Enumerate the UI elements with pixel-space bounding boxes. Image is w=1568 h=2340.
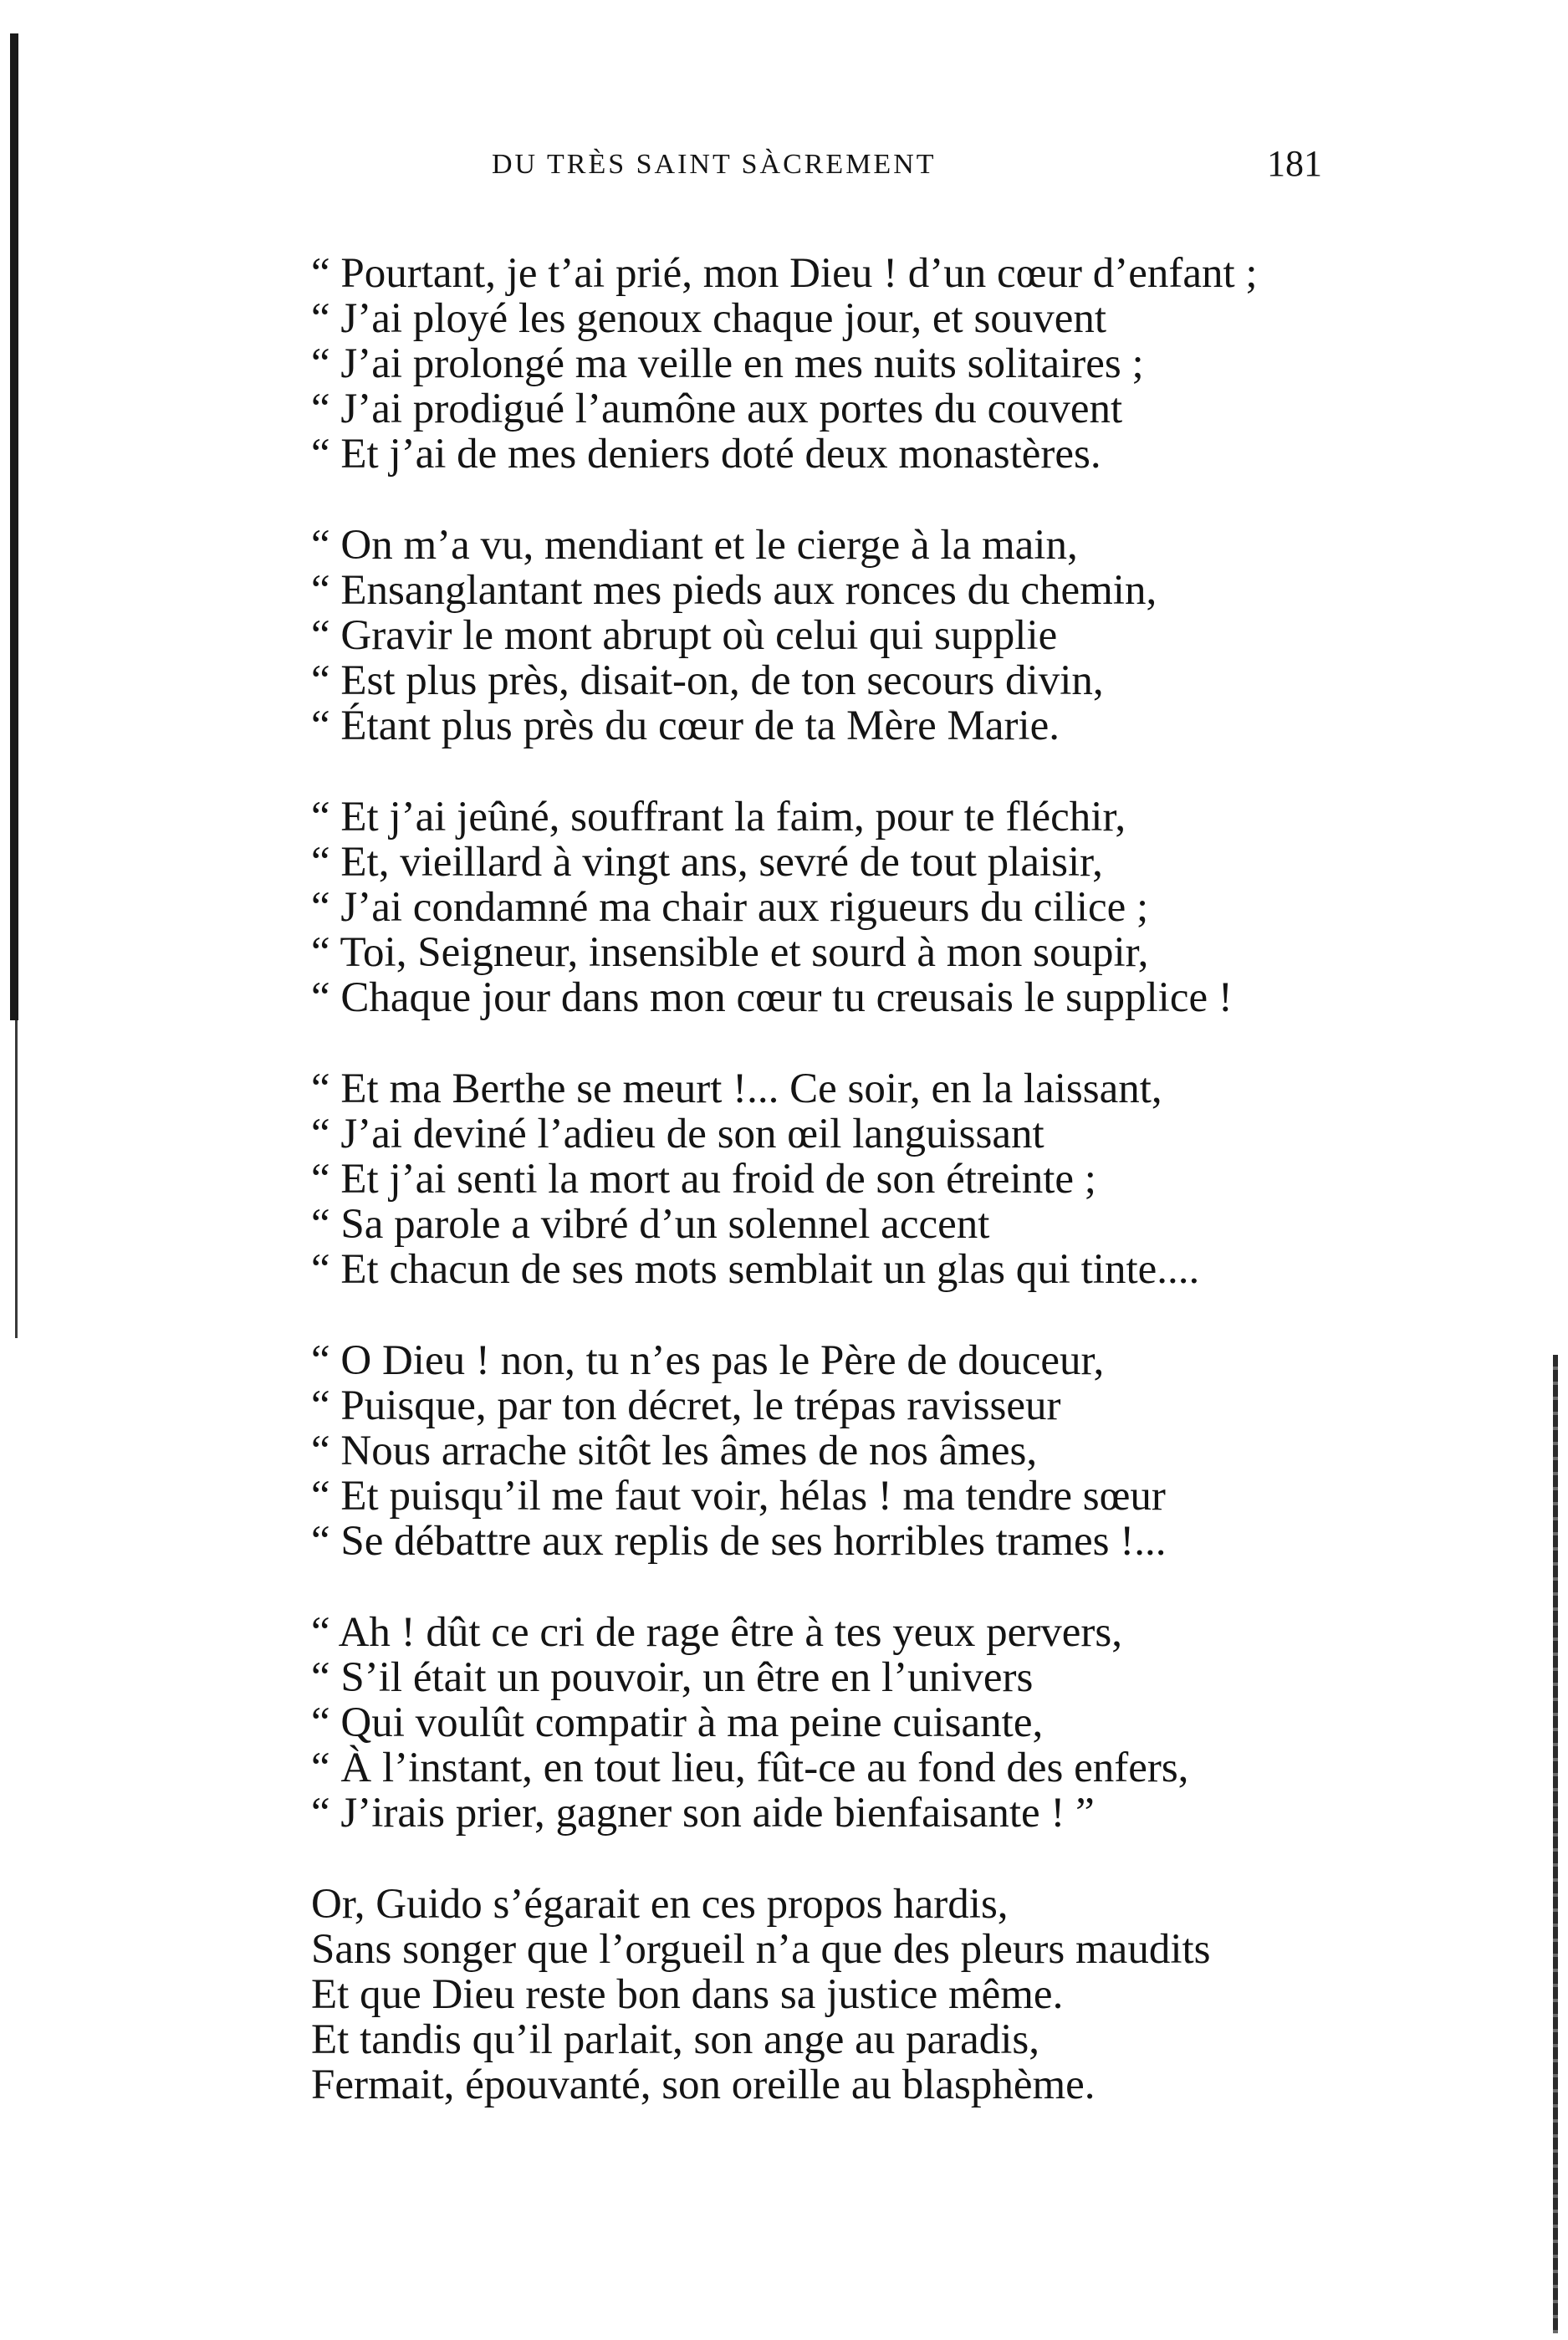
verse-line: “ Ensanglantant mes pieds aux ronces du chemin,	[311, 567, 1157, 614]
verse-line: “ Chaque jour dans mon cœur tu creusais le supplice !	[311, 974, 1233, 1021]
verse-line: “ Est plus près, disait-on, de ton secours divin,	[311, 657, 1104, 704]
verse-line: “ Et puisqu’il me faut voir, hélas ! ma tendre sœur	[311, 1473, 1166, 1520]
stanza-7-narration	[311, 1882, 1482, 2108]
verse-line: “ J’ai deviné l’adieu de son œil languissant	[311, 1111, 1044, 1157]
stanza-4	[311, 1066, 1482, 1292]
verse-line: “ Pourtant, je t’ai prié, mon Dieu ! d’un cœur d’enfant ;	[311, 250, 1258, 297]
stanza-1	[311, 251, 1482, 477]
verse-line: “ Toi, Seigneur, insensible et sourd à mon soupir,	[311, 929, 1149, 976]
verse-line: “ Et ma Berthe se meurt !... Ce soir, en la laissant,	[311, 1065, 1162, 1112]
scan-edge-right	[1553, 1355, 1558, 2333]
verse-line: “ J’ai prolongé ma veille en mes nuits solitaires ;	[311, 340, 1144, 387]
verse-line: “ Et j’ai senti la mort au froid de son étreinte ;	[311, 1156, 1096, 1203]
verse-line: Et tandis qu’il parlait, son ange au paradis,	[311, 2016, 1040, 2063]
verse-line: “ Ah ! dût ce cri de rage être à tes yeux pervers,	[311, 1609, 1122, 1656]
verse-line: “ Et j’ai jeûné, souffrant la faim, pour te fléchir,	[311, 794, 1126, 840]
verse-line: “ Nous arrache sitôt les âmes de nos âmes,	[311, 1428, 1038, 1474]
verse-line: “ J’ai prodigué l’aumône aux portes du couvent	[311, 386, 1123, 432]
verse-line: “ J’ai condamné ma chair aux rigueurs du cilice ;	[311, 884, 1149, 931]
verse-line: Et que Dieu reste bon dans sa justice même.	[311, 1971, 1064, 2018]
verse-line: “ S’il était un pouvoir, un être en l’univers	[311, 1654, 1034, 1701]
verse-line: “ À l’instant, en tout lieu, fût-ce au fond des enfers,	[311, 1745, 1189, 1791]
verse-line: “ O Dieu ! non, tu n’es pas le Père de douceur,	[311, 1337, 1105, 1384]
verse-line: “ Se débattre aux replis de ses horribles trames !...	[311, 1518, 1167, 1565]
running-title: DU TRÈS SAINT SÀCREMENT	[492, 149, 937, 180]
verse-line: Or, Guido s’égarait en ces propos hardis,	[311, 1881, 1009, 1928]
verse-line: “ Et j’ai de mes deniers doté deux monastères.	[311, 431, 1101, 478]
verse-line: “ On m’a vu, mendiant et le cierge à la main,	[311, 522, 1078, 569]
stanza-6	[311, 1610, 1482, 1836]
stanza-3	[311, 794, 1482, 1020]
verse-line: Fermait, épouvanté, son oreille au blasphème.	[311, 2062, 1096, 2108]
verse-line: “ Et chacun de ses mots semblait un glas qui tinte....	[311, 1246, 1200, 1293]
stanza-2	[311, 523, 1482, 748]
scan-edge-left	[10, 33, 18, 1020]
scan-edge-left-thin	[15, 1020, 18, 1338]
verse-line: “ Puisque, par ton décret, le trépas ravisseur	[311, 1382, 1061, 1429]
verse-line: Sans songer que l’orgueil n’a que des pleurs maudits	[311, 1926, 1211, 1973]
verse-line: “ J’ai ployé les genoux chaque jour, et souvent	[311, 295, 1107, 342]
verse-line: “ Sa parole a vibré d’un solennel accent	[311, 1201, 990, 1248]
verse-line: “ Et, vieillard à vingt ans, sevré de tout plaisir,	[311, 839, 1103, 886]
page-number: 181	[1267, 143, 1322, 184]
verse-line: “ Étant plus près du cœur de ta Mère Marie.	[311, 703, 1060, 749]
poem-body	[311, 251, 1482, 2154]
verse-line: “ J’irais prier, gagner son aide bienfaisante ! ”	[311, 1790, 1095, 1837]
stanza-5	[311, 1338, 1482, 1564]
verse-line: “ Gravir le mont abrupt où celui qui supplie	[311, 612, 1058, 659]
verse-line: “ Qui voulût compatir à ma peine cuisante,	[311, 1699, 1044, 1746]
